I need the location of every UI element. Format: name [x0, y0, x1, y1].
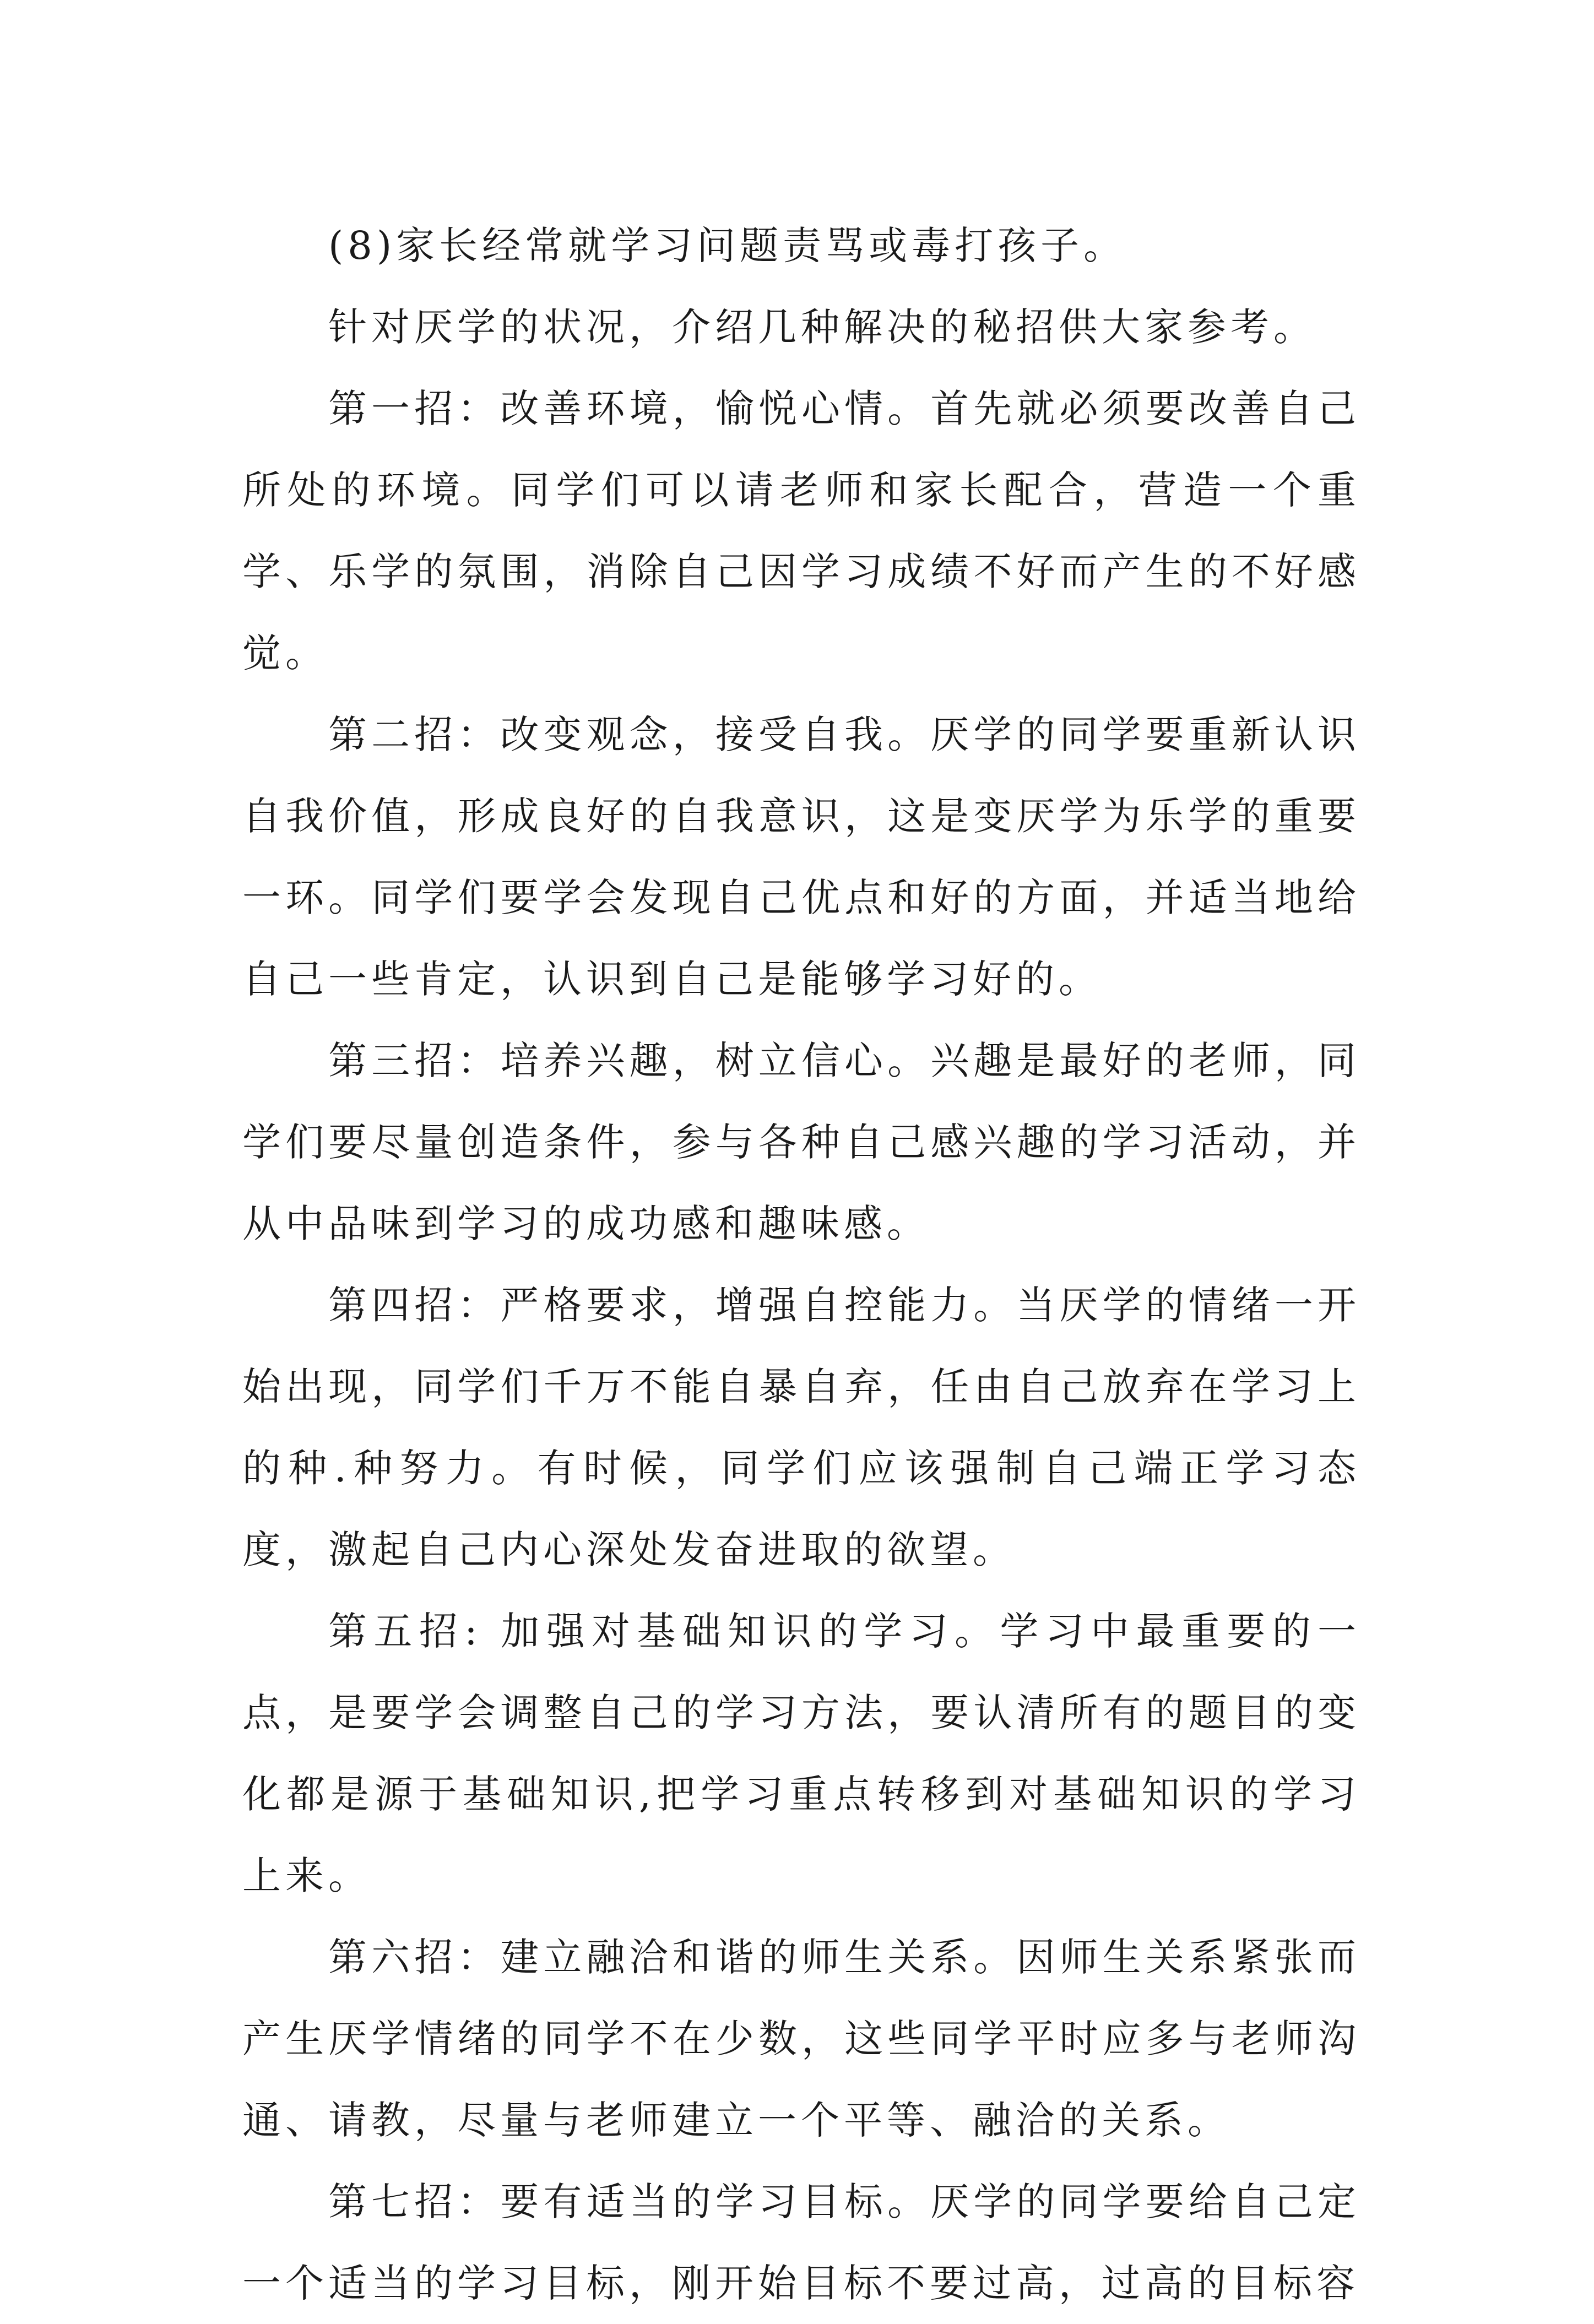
paragraph-tip-2: 第二招：改变观念，接受自我。厌学的同学要重新认识自我价值，形成良好的自我意识，这是变厌学为乐学的重要一环。同学们要学会发现自己优点和好的方面，并适当地给自己一些肯定，认识到自己是能够学习好的。 [242, 712, 1360, 1002]
paragraph-tip-7: 第七招：要有适当的学习目标。厌学的同学要给自己定一个适当的学习目标，刚开始目标不要过高，过高的目标容 [242, 2179, 1360, 2306]
paragraph-intro-solutions: 针对厌学的状况，介绍几种解决的秘招供大家参考。 [328, 305, 1316, 350]
paragraph-tip-6: 第六招：建立融洽和谐的师生关系。因师生关系紧张而产生厌学情绪的同学不在少数，这些同学平时应多与老师沟通、请教，尽量与老师建立一个平等、融洽的关系。 [242, 1935, 1360, 2143]
document-body [242, 205, 1360, 2324]
paragraph-cause-8: (8)家长经常就学习问题责骂或毒打孩子。 [328, 223, 1127, 268]
paragraph-tip-5: 第五招: 加强对基础知识的学习。学习中最重要的一点，是要学会调整自己的学习方法，要认清所有的题目的变化都是源于基础知识,把学习重点转移到对基础知识的学习上来。 [242, 1609, 1360, 1898]
paragraph-tip-4: 第四招：严格要求，增强自控能力。当厌学的情绪一开始出现，同学们千万不能自暴自弃，任由自己放弃在学习上的种.种努力。有时候，同学们应该强制自己端正学习态度，激起自己内心深处发奋进取的欲望。 [242, 1283, 1360, 1572]
paragraph-tip-3: 第三招：培养兴趣，树立信心。兴趣是最好的老师，同学们要尽量创造条件，参与各种自己感兴趣的学习活动，并从中品味到学习的成功感和趣味感。 [242, 1038, 1360, 1246]
paragraph-tip-1: 第一招：改善环境，愉悦心情。首先就必须要改善自己所处的环境。同学们可以请老师和家长配合，营造一个重学、乐学的氛围，消除自己因学习成绩不好而产生的不好感觉。 [242, 386, 1360, 676]
